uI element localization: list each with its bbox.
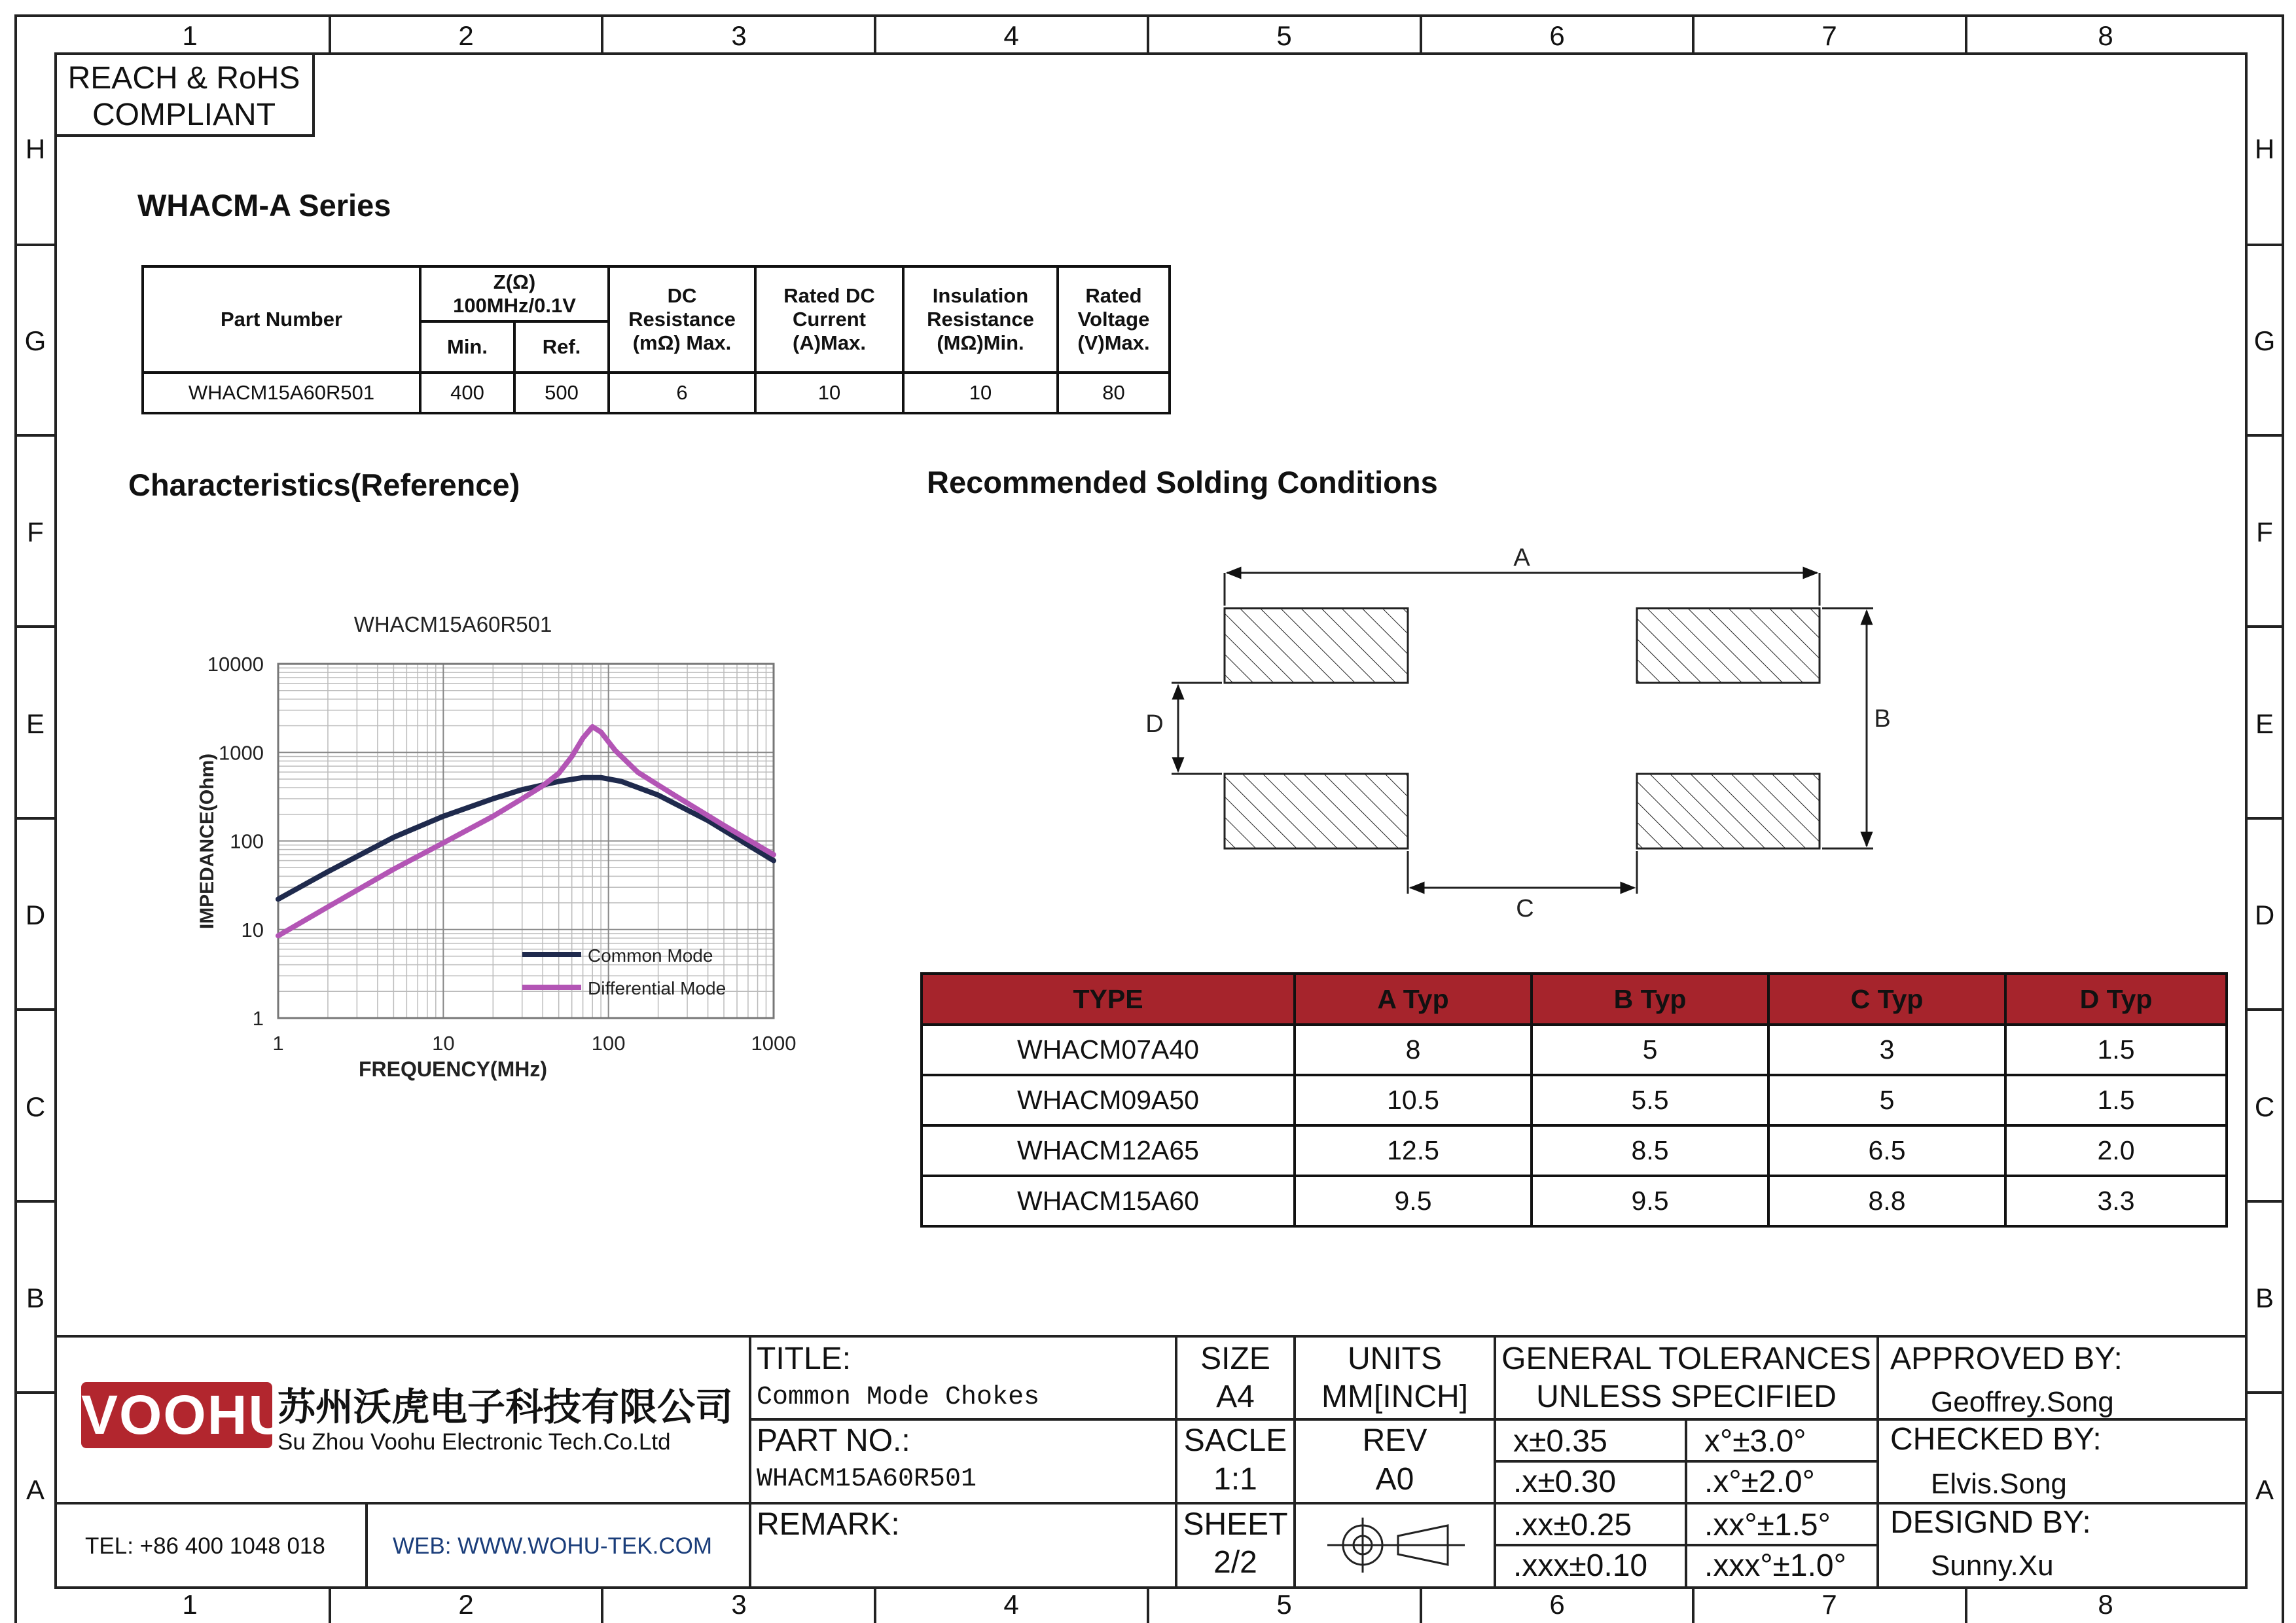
col-label: 8 <box>2098 20 2113 51</box>
col-label: 1 <box>182 20 198 51</box>
dim-cell: WHACM15A60 <box>922 1176 1295 1226</box>
remark-label: REMARK: <box>757 1507 900 1542</box>
part-no-label: PART NO.: <box>757 1423 910 1458</box>
dim-label-b: B <box>1874 705 1891 733</box>
row-label: G <box>24 325 46 356</box>
spec-cell-dc: 6 <box>609 373 755 413</box>
title-label: TITLE: <box>757 1341 852 1376</box>
approved-value: Geoffrey.Song <box>1931 1386 2114 1418</box>
spec-cell-voltage: 80 <box>1058 373 1170 413</box>
projection-symbol-icon <box>1327 1518 1465 1573</box>
row-label: C <box>25 1091 46 1122</box>
y-tick-label: 1000 <box>219 741 264 765</box>
row-label: E <box>2255 708 2274 739</box>
spec-header-volt-2: Voltage <box>1077 308 1150 331</box>
designed-label: DESIGND BY: <box>1890 1505 2091 1540</box>
scale-label: SACLE <box>1183 1423 1287 1458</box>
checked-value: Elvis.Song <box>1931 1468 2067 1500</box>
row-label: F <box>2256 517 2273 547</box>
dim-header-c: C Typ <box>1768 974 2005 1025</box>
dim-header-b: B Typ <box>1532 974 1768 1025</box>
title-value: Common Mode Chokes <box>757 1383 1040 1412</box>
spec-header-current-3: (A)Max. <box>793 331 866 354</box>
x-tick-label: 1000 <box>751 1032 797 1055</box>
dim-cell: 9.5 <box>1532 1176 1768 1226</box>
col-label: 7 <box>1821 1589 1837 1620</box>
tolerance-angular: .x°±2.0° <box>1704 1465 1815 1499</box>
dim-header-type: TYPE <box>922 974 1295 1025</box>
col-label: 6 <box>1549 1589 1565 1620</box>
tolerance-linear: .xxx±0.10 <box>1513 1548 1648 1583</box>
x-tick-label: 1 <box>272 1032 284 1055</box>
spec-header-dc-1: DC <box>667 284 697 307</box>
spec-cell-part: WHACM15A60R501 <box>143 373 420 413</box>
dim-cell: 1.5 <box>2005 1075 2227 1125</box>
company-logo <box>81 1382 290 1448</box>
y-tick-label: 10000 <box>207 653 264 676</box>
spec-header-current-2: Current <box>793 308 866 331</box>
logo-text: VOOHU <box>81 1384 290 1446</box>
tolerance-title-2: UNLESS SPECIFIED <box>1536 1379 1837 1414</box>
row-label: D <box>2254 900 2275 930</box>
company-name-cn: 苏州沃虎电子科技有限公司 <box>278 1385 734 1429</box>
x-tick-label: 100 <box>591 1032 626 1055</box>
spec-cell-ref: 500 <box>514 373 609 413</box>
col-label: 5 <box>1276 1589 1292 1620</box>
checked-label: CHECKED BY: <box>1890 1422 2102 1457</box>
spec-header-ins-2: Resistance <box>927 308 1034 331</box>
dim-cell: 5.5 <box>1532 1075 1768 1125</box>
row-label: C <box>2254 1091 2275 1122</box>
legend-label: Common Mode <box>588 945 713 966</box>
dim-cell: 6.5 <box>1768 1125 2005 1176</box>
dim-label-d: D <box>1145 710 1164 738</box>
dim-cell: 3.3 <box>2005 1176 2227 1226</box>
x-tick-label: 10 <box>432 1032 455 1055</box>
spec-header-ref: Ref. <box>514 321 609 373</box>
rev-value: A0 <box>1375 1462 1414 1497</box>
spec-header-volt-1: Rated <box>1085 284 1142 307</box>
dim-cell: 5 <box>1768 1075 2005 1125</box>
y-tick-label: 10 <box>241 918 264 941</box>
col-label: 7 <box>1821 20 1837 51</box>
dim-cell: 9.5 <box>1295 1176 1532 1226</box>
col-label: 2 <box>458 20 474 51</box>
part-no-value: WHACM15A60R501 <box>757 1465 977 1494</box>
spec-header-current-1: Rated DC <box>783 284 875 307</box>
dim-cell: 5 <box>1532 1025 1768 1075</box>
dim-cell: 8 <box>1295 1025 1532 1075</box>
col-label: 8 <box>2098 1589 2113 1620</box>
tolerance-linear: x±0.35 <box>1513 1424 1607 1459</box>
row-label: B <box>2255 1283 2274 1313</box>
spec-header-dc-3: (mΩ) Max. <box>632 331 732 354</box>
dim-cell: 8.5 <box>1532 1125 1768 1176</box>
size-value: A4 <box>1216 1379 1255 1414</box>
tolerance-angular: .xxx°±1.0° <box>1704 1548 1846 1583</box>
dim-cell: 2.0 <box>2005 1125 2227 1176</box>
characteristics-title: Characteristics(Reference) <box>128 467 520 502</box>
col-label: 5 <box>1276 20 1292 51</box>
row-label: A <box>2255 1474 2274 1505</box>
tolerance-angular: x°±3.0° <box>1704 1424 1806 1459</box>
row-label: E <box>26 708 45 739</box>
designed-value: Sunny.Xu <box>1931 1550 2054 1582</box>
tolerance-linear: .x±0.30 <box>1513 1465 1617 1499</box>
dim-header-d: D Typ <box>2005 974 2227 1025</box>
compliance-line-1: REACH & RoHS <box>67 61 300 96</box>
row-label: H <box>2254 134 2275 164</box>
col-label: 3 <box>731 1589 747 1620</box>
col-label: 4 <box>1003 20 1019 51</box>
row-label: B <box>26 1283 45 1313</box>
tolerance-angular: .xx°±1.5° <box>1704 1508 1831 1542</box>
dim-label-a: A <box>1513 544 1530 572</box>
compliance-line-2: COMPLIANT <box>92 98 276 132</box>
size-label: SIZE <box>1200 1341 1270 1376</box>
spec-header-ins-1: Insulation <box>932 284 1029 307</box>
col-label: 6 <box>1549 20 1565 51</box>
spec-header-z-top: Z(Ω) <box>493 270 536 293</box>
col-label: 1 <box>182 1589 198 1620</box>
x-axis-label: FREQUENCY(MHz) <box>359 1057 547 1081</box>
scale-value: 1:1 <box>1213 1462 1257 1497</box>
series-title: WHACM-A Series <box>137 188 391 223</box>
dim-cell: WHACM12A65 <box>922 1125 1295 1176</box>
dim-cell: 1.5 <box>2005 1025 2227 1075</box>
col-label: 3 <box>731 20 747 51</box>
row-label: G <box>2253 325 2276 356</box>
row-label: A <box>26 1474 45 1505</box>
tolerance-title-1: GENERAL TOLERANCES <box>1501 1341 1871 1376</box>
dim-header-a: A Typ <box>1295 974 1532 1025</box>
units-label: UNITS <box>1348 1341 1442 1376</box>
tolerance-linear: .xx±0.25 <box>1513 1508 1632 1542</box>
units-value: MM[INCH] <box>1321 1379 1468 1414</box>
dim-label-c: C <box>1516 895 1534 922</box>
col-label: 2 <box>458 1589 474 1620</box>
spec-header-volt-3: (V)Max. <box>1077 331 1150 354</box>
y-tick-label: 1 <box>252 1007 264 1030</box>
spec-cell-current: 10 <box>755 373 903 413</box>
row-label: D <box>25 900 46 930</box>
legend-label: Differential Mode <box>588 978 726 998</box>
dim-cell: 3 <box>1768 1025 2005 1075</box>
dim-cell: 12.5 <box>1295 1125 1532 1176</box>
y-tick-label: 100 <box>230 830 264 853</box>
contact-web: WEB: WWW.WOHU-TEK.COM <box>393 1533 712 1559</box>
dim-cell: WHACM09A50 <box>922 1075 1295 1125</box>
spec-cell-min: 400 <box>420 373 514 413</box>
spec-header-ins-3: (MΩ)Min. <box>937 331 1024 354</box>
spec-header-dc-2: Resistance <box>628 308 736 331</box>
spec-cell-insulation: 10 <box>903 373 1058 413</box>
rev-label: REV <box>1362 1423 1427 1458</box>
spec-header-z-sub: 100MHz/0.1V <box>453 294 576 317</box>
spec-header-min: Min. <box>420 321 514 373</box>
dim-cell: WHACM07A40 <box>922 1025 1295 1075</box>
sheet-label: SHEET <box>1183 1507 1288 1542</box>
company-name-en: Su Zhou Voohu Electronic Tech.Co.Ltd <box>278 1429 671 1455</box>
solding-title: Recommended Solding Conditions <box>927 465 1438 500</box>
col-label: 4 <box>1003 1589 1019 1620</box>
dim-cell: 8.8 <box>1768 1176 2005 1226</box>
spec-header-part: Part Number <box>143 266 420 373</box>
approved-label: APPROVED BY: <box>1890 1341 2123 1376</box>
y-axis-label: IMPEDANCE(Ohm) <box>196 753 218 930</box>
chart-title: WHACM15A60R501 <box>353 612 552 636</box>
dim-cell: 10.5 <box>1295 1075 1532 1125</box>
contact-tel: TEL: +86 400 1048 018 <box>85 1533 325 1559</box>
sheet-value: 2/2 <box>1213 1545 1257 1580</box>
row-label: F <box>27 517 44 547</box>
row-label: H <box>25 134 46 164</box>
